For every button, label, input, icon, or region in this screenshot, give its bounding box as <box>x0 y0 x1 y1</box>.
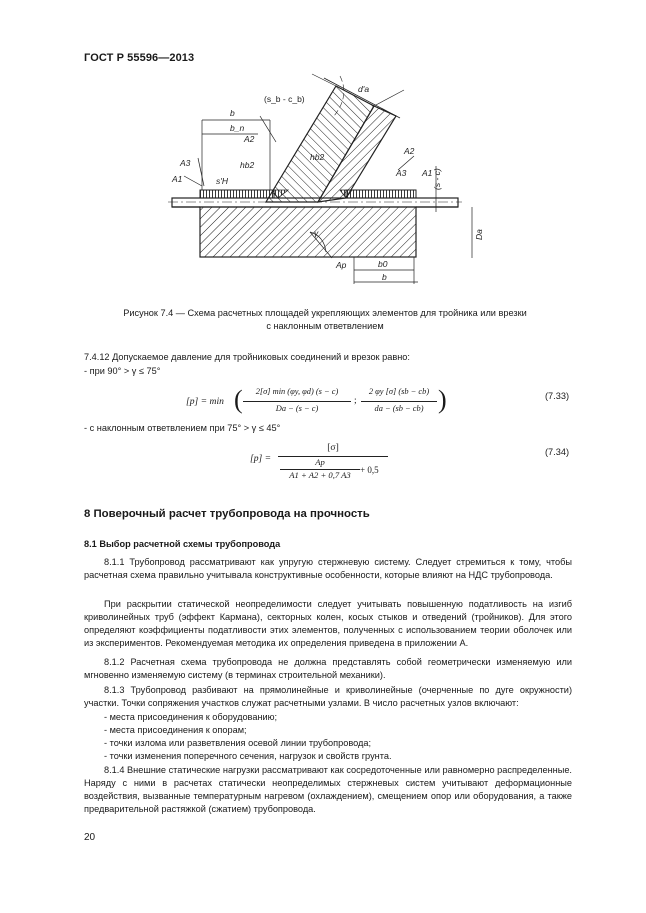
list-item: - места присоединения к оборудованию; <box>104 712 278 722</box>
label-sb-cb: (s_b - c_b) <box>264 94 305 104</box>
label-A3-left: A3 <box>180 158 191 168</box>
list-item: - точки изменения поперечного сечения, нагрузок и свойств грунта. <box>104 751 392 761</box>
eq2-inner-num: Ap <box>315 457 325 467</box>
eq1-num2: 2 φy [σ] (sb − cb) <box>368 387 430 396</box>
eq1-den2: da − (sb − cb) <box>374 404 424 413</box>
label-s-c: (s - c) <box>432 168 442 190</box>
caption-line-2: с наклонным ответвлением <box>266 320 384 331</box>
eq-number-7-34: (7.34) <box>545 447 570 457</box>
paragraph-compliance: При раскрытии статической неопределимости следует учитывать повышенную податливость на изгиб криволинейных труб (эффект Кармана), секторных колен, косых стыков и отведений (тройников). Для этого определяют коэффициенты податливости этих элементов, полученных с использованием теории оболочек или из экспериментов. Рекомендуемая методика их определения приведена в приложении А. <box>84 599 572 649</box>
equation-7-33: [p] = min ( 2[σ] min (φy, φd) (s − c) Da − (s − c) ; 2 φy [σ] (sb − cb) da − (sb − cb) ) <box>186 385 447 414</box>
eq1-num1: 2[σ] min (φy, φd) (s − c) <box>255 387 339 396</box>
paragraph-8-1-2: 8.1.2 Расчетная схема трубопровода не должна представлять собой геометрически изменяемую или мгновенно изменяемую систему (в терминах строительной механики). <box>84 657 572 681</box>
eq2-plus: + 0,5 <box>360 465 379 475</box>
label-da: d'a <box>358 84 370 94</box>
section-8-title: 8 Поверочный расчет трубопровода на прочность <box>84 508 370 520</box>
label-hb2-left: hb2 <box>240 160 255 170</box>
label-A1-right: A1 <box>422 168 433 178</box>
section-8-1-title: 8.1 Выбор расчетной схемы трубопровода <box>84 539 281 549</box>
tee-reinforcement-diagram <box>160 72 490 298</box>
label-hb2-right: hb2 <box>310 152 325 162</box>
eq1-lhs: [p] = min <box>186 396 224 407</box>
label-sH: s'H <box>216 176 229 186</box>
label-b-bottom: b <box>382 272 387 282</box>
label-A3-right: A3 <box>396 168 407 178</box>
paragraph-8-1-1: 8.1.1 Трубопровод рассматривают как упругую стержневую систему. Следует стремиться к тому, чтобы расчетная схема правильно учитывала конструктивные особенности, которые влияют на НДС трубопровода. <box>84 557 572 581</box>
page-number: 20 <box>84 832 96 843</box>
list-item: - места присоединения к опорам; <box>104 725 247 735</box>
eq2-inner-den: A1 + A2 + 0,7 A3 <box>289 470 351 480</box>
label-A2-left: A2 <box>244 134 255 144</box>
paragraph-8-1-4: 8.1.4 Внешние статические нагрузки рассматривают как сосредоточенные или равномерно распределенные. Наряду с ними в расчетах статически неопределимых стержневых систем учитывают деформационные воздействия, вызванные температурным нагревом (охлаждением), смещением опор или оборудования, а также предварительной растяжкой (сжатием) трубопровода. <box>84 765 572 815</box>
list-item: - точки излома или разветвления осевой линии трубопровода; <box>104 738 372 748</box>
label-b0: b0 <box>378 259 388 269</box>
caption-line-1: Рисунок 7.4 — Схема расчетных площадей укрепляющих элементов для тройника или врезки <box>123 308 527 318</box>
label-gamma: γ <box>314 228 319 238</box>
eq2-num: [σ] <box>327 442 339 453</box>
label-A2-right: A2 <box>404 146 415 156</box>
eq2-lhs: [p] = <box>250 453 272 464</box>
document-header: ГОСТ Р 55596—2013 <box>84 52 195 64</box>
label-bn: b_n <box>230 123 245 133</box>
paragraph-8-1-3: 8.1.3 Трубопровод разбивают на прямолинейные и криволинейные (очерченные по дуге окружности) участки. Точки сопряжения участков служат расчетными узлами. В число расчетных узлов включают: <box>84 685 572 709</box>
case-1: - при 90° > γ ≤ 75° <box>84 366 161 376</box>
equation-7-34 <box>250 440 400 486</box>
clause-7-4-12-intro: 7.4.12 Допускаемое давление для тройниковых соединений и врезок равно: <box>84 352 410 362</box>
eq-number-7-33: (7.33) <box>545 391 570 401</box>
case-2: - с наклонным ответвлением при 75° > γ ≤ 45° <box>84 423 281 433</box>
eq1-den1: Da − (s − c) <box>275 404 319 413</box>
label-b-top: b <box>230 108 235 118</box>
label-Da: Da <box>474 229 484 240</box>
figure-caption <box>84 307 566 332</box>
label-A1-left: A1 <box>172 174 183 184</box>
label-Ap: Ap <box>336 260 347 270</box>
